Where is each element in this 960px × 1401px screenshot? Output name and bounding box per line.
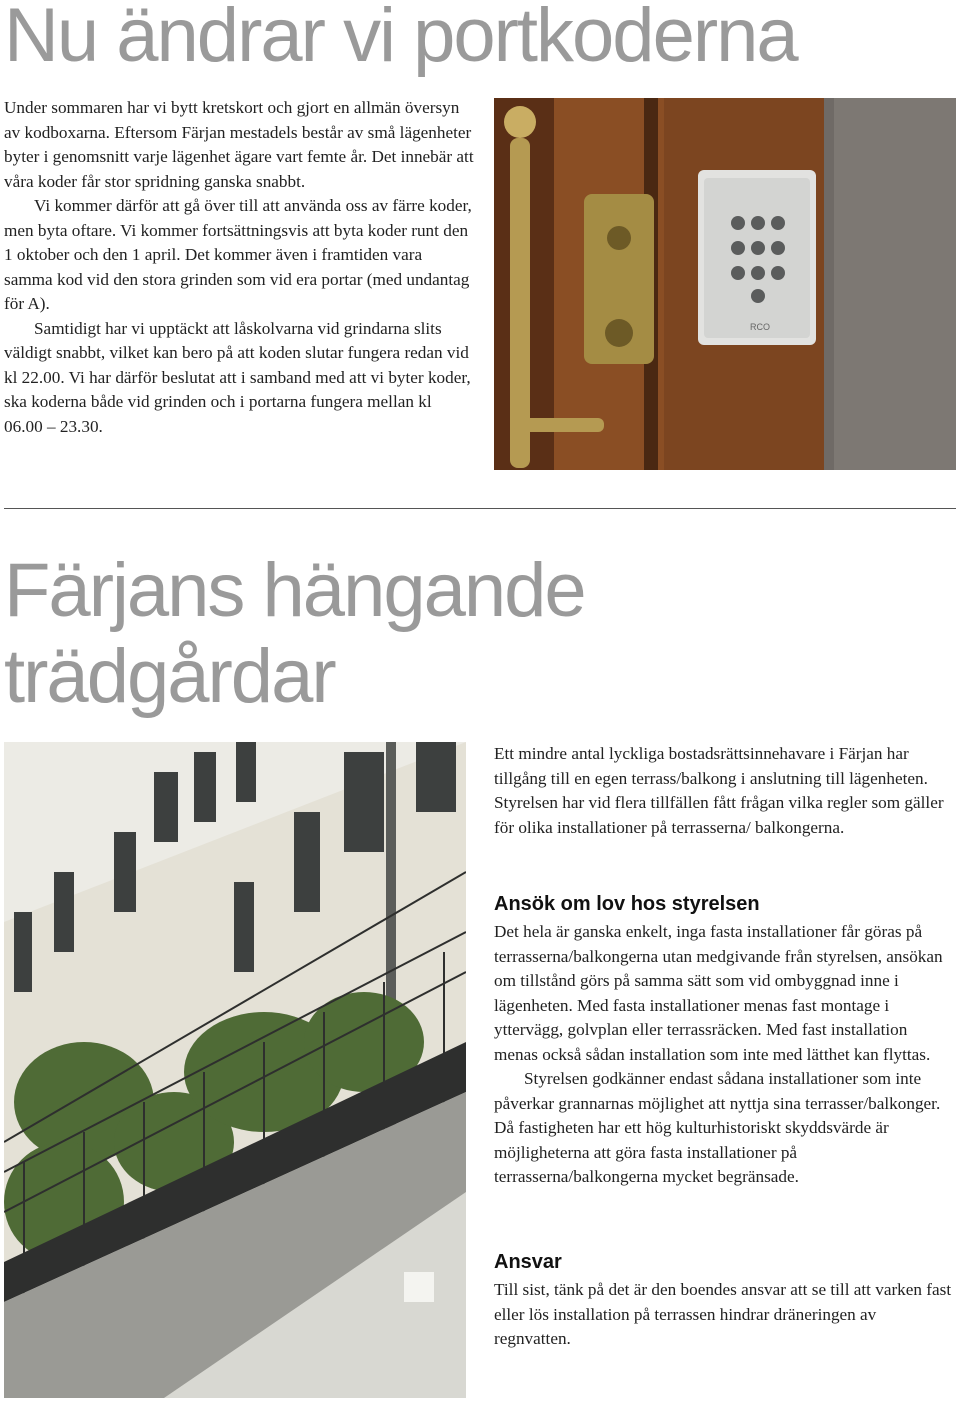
paragraph: Ett mindre antal lyckliga bostadsrättsinnehavare i Färjan har tillgång till en egen terrass/balkong i anslutning till lägenheten. Styrelsen har vid flera tillfällen fått frågan vilka regler som gäller för olika installationer på terrasserna/ balkongerna. <box>494 744 944 837</box>
article-tradgardar-intro <box>494 742 954 840</box>
article-ansvar-body <box>494 1278 954 1352</box>
paragraph: Det hela är ganska enkelt, inga fasta installationer får göras på terrasserna/balkongerna utan medgivande från styrelsen, ansökan om tillstånd görs på samma sätt som vid ombyggnad inne i lägenheten. Med fasta installationer menas fast montage i yttervägg, golvplan eller terrassräcken. Med fast installation menas också sådan installation som inte med lätthet kan flyttas. <box>494 922 943 1064</box>
paragraph: Till sist, tänk på det är den boendes ansvar att se till att varken fast eller lös installation på terrassen hindrar dräneringen av regnvatten. <box>494 1280 952 1348</box>
section-title-line2: trädgårdar <box>4 634 335 719</box>
article-ansok-body <box>494 920 954 1190</box>
paragraph: Samtidigt har vi upptäckt att låskolvarna vid grindarna slits väldigt snabbt, vilket kan bero på att koden slutar fungera redan vid kl 22.00. Vi har därför beslutat att i samband med att vi byter koder, ska koderna både vid grinden och i portarna fungera mellan kl 06.00 – 23.30. <box>4 318 471 436</box>
section-title-line1: Färjans hängande <box>4 548 585 633</box>
keypad-brand: RCO <box>750 322 770 332</box>
page-title: Nu ändrar vi portkoderna <box>4 0 797 78</box>
door-keypad-photo <box>494 98 956 470</box>
section-title <box>4 548 585 720</box>
building-balcony-photo <box>4 742 466 1398</box>
article-portkoder-body <box>4 96 474 439</box>
subheading-ansok: Ansök om lov hos styrelsen <box>494 893 760 915</box>
subheading-ansvar: Ansvar <box>494 1251 562 1273</box>
section-divider <box>4 508 956 509</box>
paragraph: Styrelsen godkänner endast sådana installationer som inte påverkar grannarnas möjlighet att nyttja sina terrasser/balkonger. Då fastigheten har ett hög kulturhistoriskt skyddsvärde är möjligheterna att göra fasta installationer på terrasserna/balkongerna mycket begränsade. <box>494 1069 941 1186</box>
paragraph: Vi kommer därför att gå över till att använda oss av färre koder, men byta oftare. Vi kommer fortsättningsvis att byta koder runt den 1 oktober och den 1 april. Det kommer även i framtiden vara samma kod vid den stora grinden som vid era portar (med undantag för A). <box>4 196 472 313</box>
paragraph: Under sommaren har vi bytt kretskort och gjort en allmän översyn av kodboxarna. Eftersom Färjan mestadels består av små lägenheter byter i genomsnitt varje lägenhet ägare vart femte år. Det innebär att våra koder får stor spridning ganska snabbt. <box>4 98 474 191</box>
